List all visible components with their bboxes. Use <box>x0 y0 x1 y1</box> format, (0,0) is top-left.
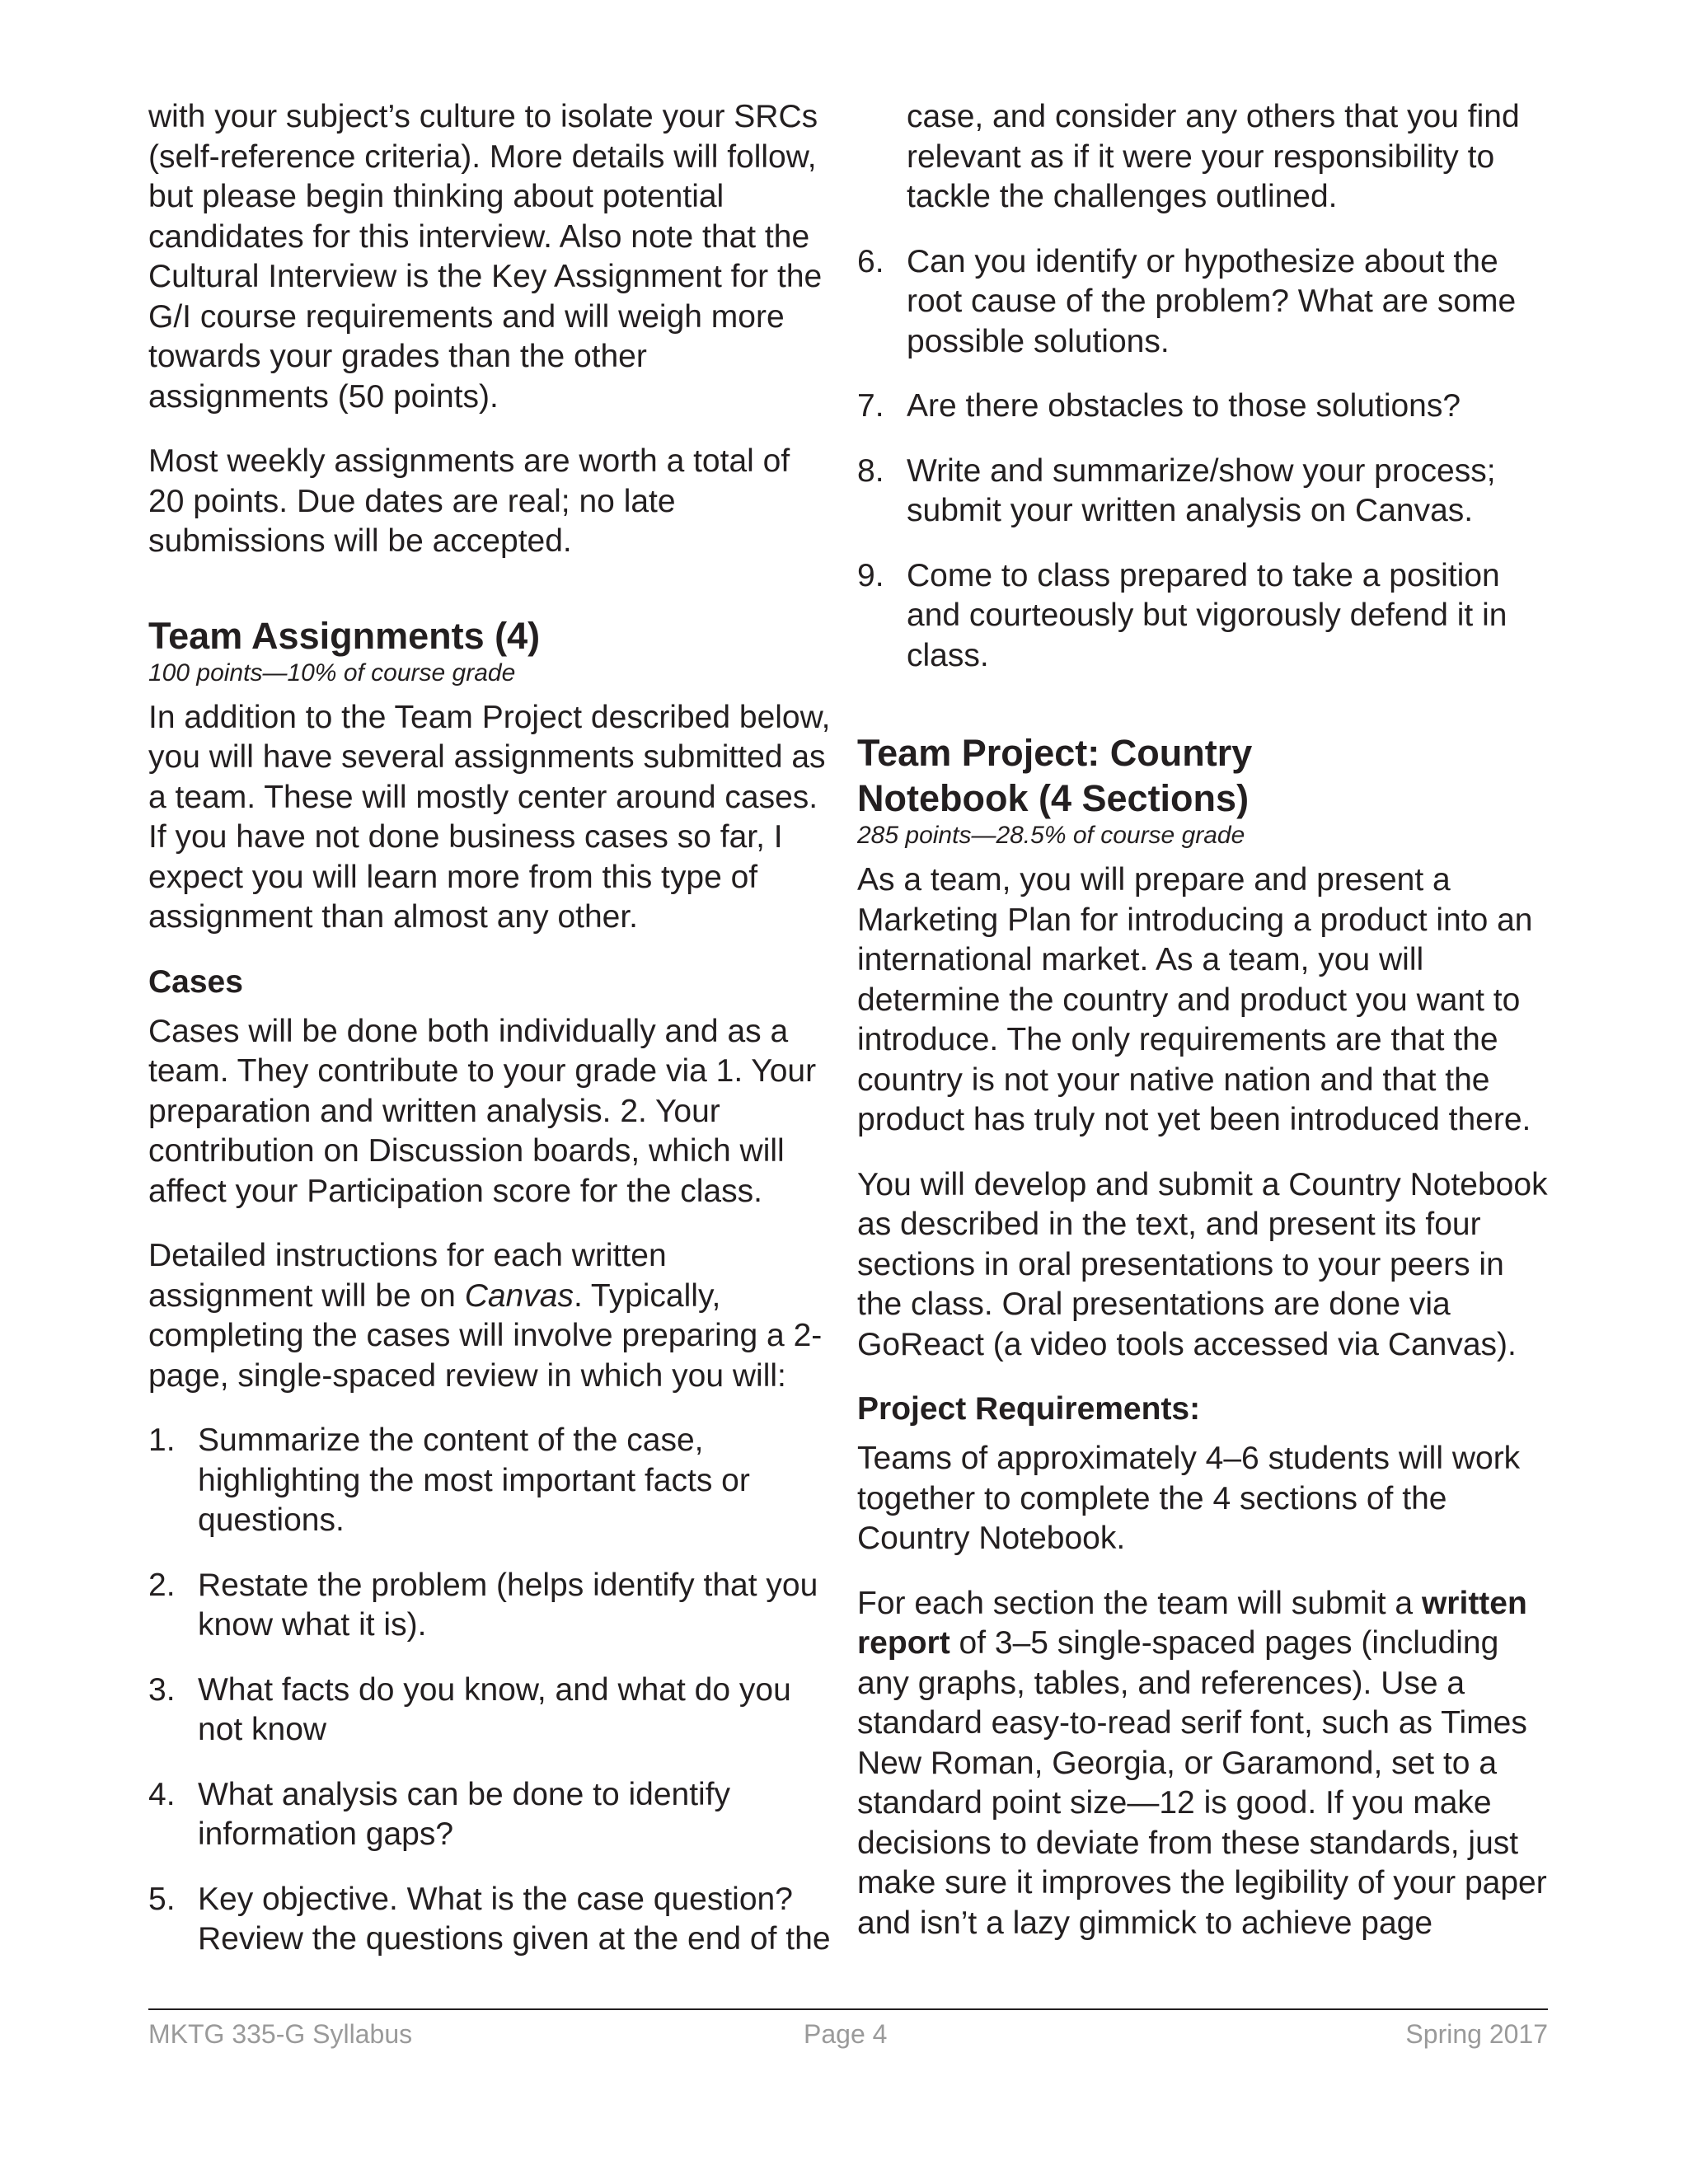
list-item <box>148 1671 832 1750</box>
team-project-points: 285 points—28.5% of course grade <box>857 822 1245 849</box>
team-assignments-paragraph: In addition to the Team Project described below, you will have several assignments submitted as a team. These will mostly center around cases. If you have not done business cases so far, I expect you will learn more from this type of assignment than almost any other. <box>148 699 831 935</box>
step-number: 1. <box>148 1422 176 1458</box>
report-text-b: of 3–5 single-spaced pages (including any graphs, tables, and references). Use a standard easy-to-read serif font, such as Times New Roman, Georgia, or Garamond, set to a standard point size—12 is good. If you make decisions to deviate from these standards, just make sure it improves the legibility of your paper and isn’t a lazy gimmick to achieve page <box>857 1625 1547 1941</box>
written-report-paragraph <box>857 1584 1554 1944</box>
instructions-text-a: Detailed instructions for each written assignment will be on <box>148 1238 667 1314</box>
step-text: What facts do you know, and what do you not know <box>198 1671 791 1747</box>
footer-page-number: Page 4 <box>804 2019 888 2049</box>
step-number: 7. <box>857 388 884 424</box>
step-5-continuation: case, and consider any others that you find relevant as if it were your responsibility to tackle the challenges outlined. <box>907 99 1520 214</box>
left-column <box>148 97 832 1960</box>
weekly-assignments-paragraph: Most weekly assignments are worth a total of 20 points. Due dates are real; no late submissions will be accepted. <box>148 443 790 559</box>
step-text: Come to class prepared to take a position and courteously but vigorously defend it in class. <box>907 557 1507 673</box>
footer-term: Spring 2017 <box>1405 2019 1548 2049</box>
case-steps-list-left <box>148 1421 832 1960</box>
project-requirements-heading: Project Requirements: <box>857 1391 1201 1427</box>
team-assignments-heading: Team Assignments (4) <box>148 614 541 657</box>
footer-course: MKTG 335-G Syllabus <box>148 2019 413 2049</box>
list-item <box>148 1775 832 1855</box>
step-text: What analysis can be done to identify information gaps? <box>198 1776 731 1852</box>
step-number: 9. <box>857 557 884 593</box>
list-item <box>148 1421 832 1541</box>
step-number: 4. <box>148 1776 176 1812</box>
team-assignments-points: 100 points—10% of course grade <box>148 658 516 687</box>
list-item <box>857 242 1554 363</box>
marketing-plan-paragraph: As a team, you will prepare and present a Marketing Plan for introducing a product into an international market. As a team, you will determine the country and product you want to introduce. The only requirements are that the country is not your native nation and that the product has truly not yet been introduced there. <box>857 862 1533 1137</box>
list-item <box>148 1566 832 1646</box>
step-text: Can you identify or hypothesize about the root cause of the problem? What are some possible solutions. <box>907 243 1517 359</box>
step-number: 8. <box>857 452 884 489</box>
list-item <box>857 556 1554 677</box>
footer-divider <box>148 2008 1548 2010</box>
team-project-heading <box>857 730 1554 821</box>
country-notebook-paragraph: You will develop and submit a Country Notebook as described in the text, and present its four sections in oral presentations to your peers in the class. Oral presentations are done via GoReact (a video tools accessed via Canvas). <box>857 1166 1548 1362</box>
cases-heading: Cases <box>148 963 243 1000</box>
step-text: Write and summarize/show your process; submit your written analysis on Canvas. <box>907 452 1496 528</box>
team-project-heading-line1: Team Project: Country <box>857 732 1253 774</box>
step-number: 2. <box>148 1567 176 1603</box>
step-text: Are there obstacles to those solutions? <box>907 388 1461 424</box>
instructions-paragraph <box>148 1236 832 1396</box>
list-item <box>857 452 1554 532</box>
cases-paragraph: Cases will be done both individually and as a team. They contribute to your grade via 1. Your preparation and written analysis. 2. Your contribution on Discussion boards, which will affect your Participation score for the class. <box>148 1013 817 1209</box>
instructions-text-b: . Typically, completing the cases will involve preparing a 2-page, single-spaced review in which you will: <box>148 1277 823 1394</box>
case-steps-list-right <box>857 242 1554 677</box>
step-number: 3. <box>148 1671 176 1708</box>
written-report-bold: written report <box>857 1585 1527 1661</box>
step-text: Summarize the content of the case, highlighting the most important facts or questions. <box>198 1422 750 1538</box>
canvas-italic: Canvas <box>464 1277 574 1314</box>
team-project-heading-line2: Notebook (4 Sections) <box>857 777 1250 819</box>
right-column <box>857 97 1554 1943</box>
report-text-a: For each section the team will submit a <box>857 1585 1422 1621</box>
teams-paragraph: Teams of approximately 4–6 students will work together to complete the 4 sections of the Country Notebook. <box>857 1441 1521 1556</box>
step-text: Key objective. What is the case question? Review the questions given at the end of the <box>198 1881 831 1957</box>
list-item <box>857 387 1554 427</box>
interview-paragraph: with your subject’s culture to isolate your SRCs (self-reference criteria). More details will follow, but please begin thinking about potential candidates for this interview. Also note that the Cultural Interview is the Key Assignment for the G/I course requirements and will weigh more towards your grades than the other assignments (50 points). <box>148 99 823 415</box>
step-text: Restate the problem (helps identify that you know what it is). <box>198 1567 818 1643</box>
list-item <box>148 1880 832 1960</box>
step-number: 5. <box>148 1881 176 1917</box>
step-number: 6. <box>857 243 884 279</box>
